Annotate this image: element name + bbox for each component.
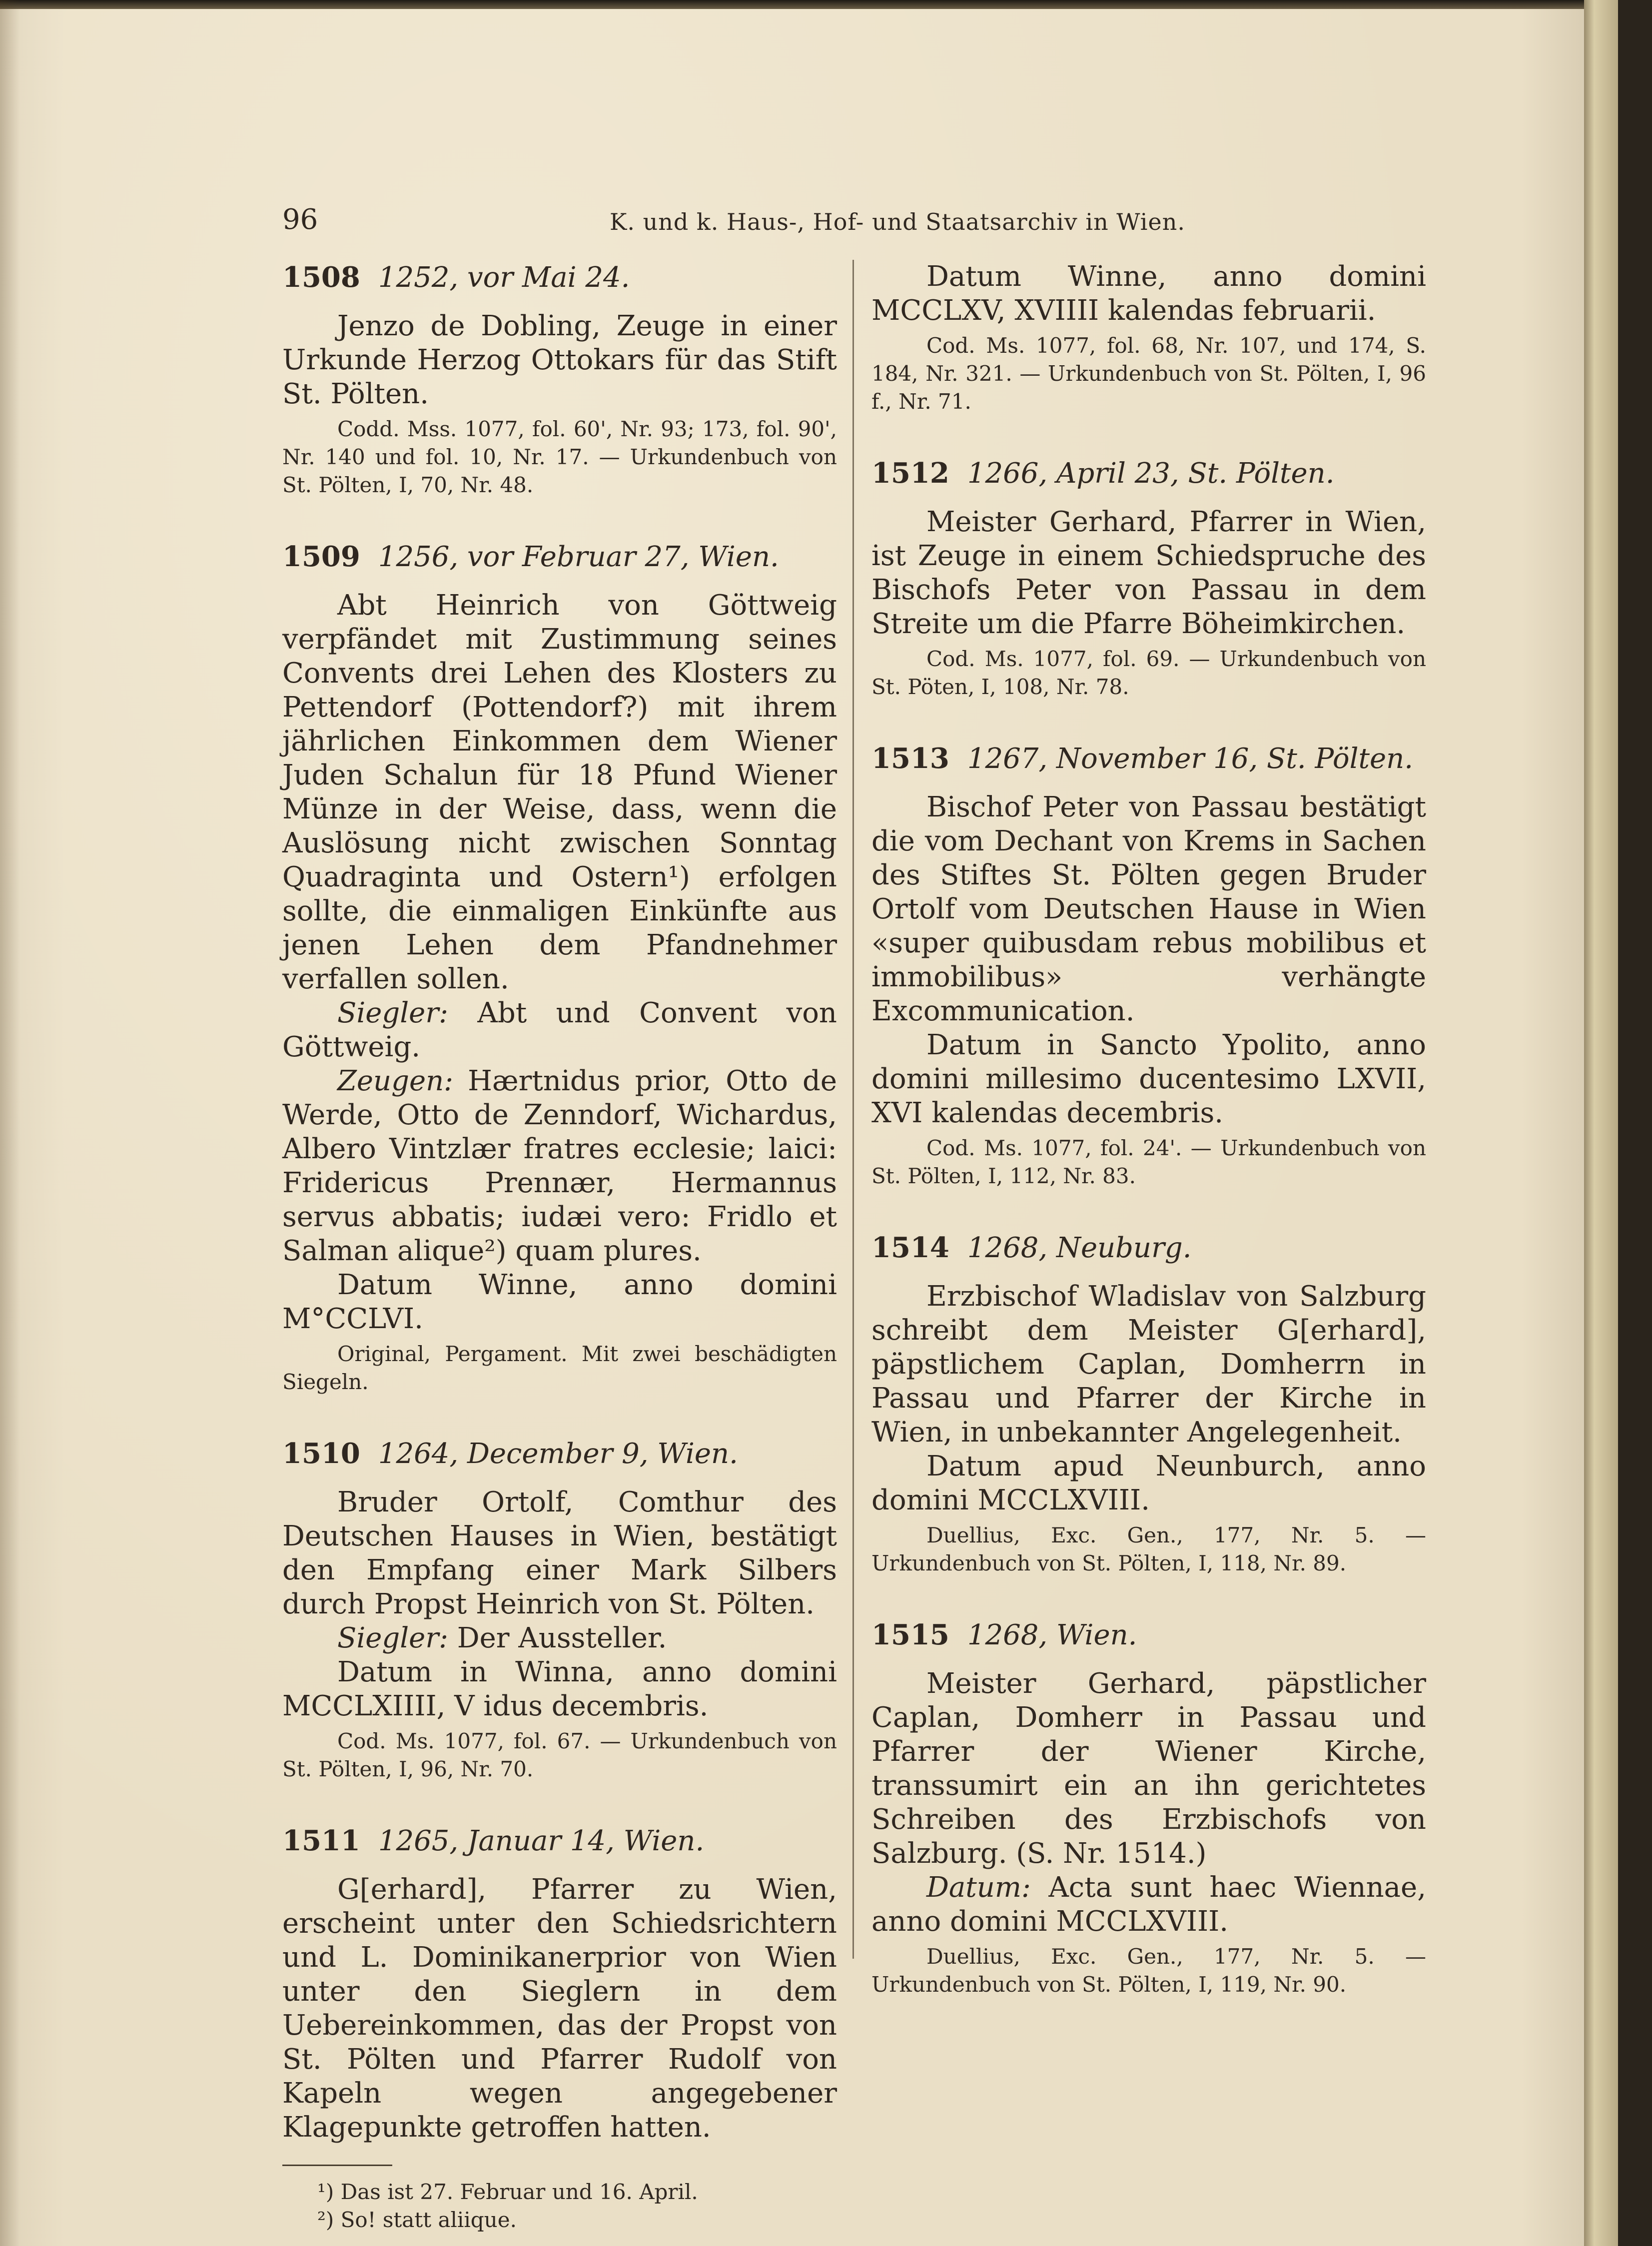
entry-heading (282, 1823, 837, 1859)
entry-text: G[erhard], Pfarrer zu Wien, erscheint unter den Schiedsrichtern und L. Dominikanerprior von Wien unter den Sieglern in dem Uebereinkommen, das der Propst von St. Pölten und Pfarrer Rudolf von Kapeln wegen angegebener Klagepunkte getroffen hatten. (282, 1873, 837, 2144)
page-left-shade (0, 0, 20, 2246)
page-header (282, 203, 1185, 236)
entry-heading (871, 741, 1426, 776)
entry-siegler (282, 996, 837, 1064)
entry-reference: Cod. Ms. 1077, fol. 69. — Urkundenbuch von St. Pöten, I, 108, Nr. 78. (871, 647, 1426, 699)
running-head: K. und k. Haus-, Hof- und Staatsarchiv in Wien. (610, 208, 1185, 235)
entry-1508 (282, 260, 837, 499)
entry-datum: Datum Winne, anno domini MCCLXV, XVIIII kalendas februarii. (871, 260, 1426, 327)
entry-1515 (871, 1617, 1426, 1999)
entry-datum: Datum in Winna, anno domini MCCLXIIII, V idus decembris. (282, 1656, 837, 1722)
entry-heading (871, 456, 1426, 491)
entry-date: 1265, Januar 14, Wien. (378, 1825, 705, 1857)
entry-1513 (871, 741, 1426, 1190)
siegler-label: Siegler: (337, 1622, 448, 1654)
zeugen-label: Zeugen: (337, 1065, 454, 1097)
entry-date: 1267, November 16, St. Pölten. (967, 743, 1414, 775)
entry-reference: Duellius, Exc. Gen., 177, Nr. 5. — Urkundenbuch von St. Pölten, I, 118, Nr. 89. (871, 1523, 1426, 1575)
entry-date: 1266, April 23, St. Pölten. (967, 457, 1335, 490)
entry-number: 1512 (871, 457, 949, 490)
left-column (282, 260, 837, 2234)
page-number: 96 (282, 203, 318, 236)
entry-heading (282, 260, 837, 295)
entry-reference: Cod. Ms. 1077, fol. 68, Nr. 107, und 174, S. 184, Nr. 321. — Urkundenbuch von St. Pölten, I, 96 f., Nr. 71. (871, 333, 1426, 414)
entry-datum (871, 1871, 1426, 1939)
entry-zeugen (282, 1064, 837, 1268)
entry-number: 1508 (282, 261, 360, 294)
right-column (871, 260, 1426, 1999)
entry-1512 (871, 456, 1426, 701)
footnote-2: ²) So! statt aliique. (317, 2208, 517, 2232)
entry-1510 (282, 1436, 837, 1783)
entry-1509 (282, 539, 837, 1396)
footnote-rule (282, 2165, 392, 2166)
entry-text: Meister Gerhard, päpstlicher Caplan, Domherr in Passau und Pfarrer der Wiener Kirche, transsumirt ein an ihn gerichtetes Schreiben des Erzbischofs von Salzburg. (S. Nr. 1514.) (871, 1667, 1426, 1870)
entry-text: Abt Heinrich von Göttweig verpfändet mit Zustimmung seines Convents drei Lehen des Klosters zu Pettendorf (Pottendorf?) mit ihrem jährlichen Einkommen dem Wiener Juden Schalun für 18 Pfund Wiener Münze in der Weise, dass, wenn die Auslösung nicht zwischen Sonntag Quadraginta und Ostern¹) erfolgen sollte, die einmaligen Einkünfte aus jenen Lehen dem Pfandnehmer verfallen sollen. (282, 589, 837, 995)
entry-heading (871, 1617, 1426, 1653)
entry-1511 (282, 1823, 837, 2145)
siegler-value: Abt und Convent von Göttweig. (282, 997, 837, 1063)
entry-datum: Datum Winne, anno domini M°CCLVI. (282, 1269, 837, 1335)
entry-text: Meister Gerhard, Pfarrer in Wien, ist Zeuge in einem Schiedspruche des Bischofs Peter von Passau in dem Streite um die Pfarre Böheimkirchen. (871, 506, 1426, 640)
entry-number: 1513 (871, 742, 949, 775)
entry-number: 1511 (282, 1824, 360, 1857)
entry-1514 (871, 1230, 1426, 1577)
siegler-label: Siegler: (337, 997, 448, 1029)
entry-text: Bruder Ortolf, Comthur des Deutschen Hauses in Wien, bestätigt den Empfang einer Mark Silbers durch Propst Heinrich von St. Pölten. (282, 1486, 837, 1620)
entry-text: Jenzo de Dobling, Zeuge in einer Urkunde Herzog Ottokars für das Stift St. Pölten. (282, 310, 837, 410)
entry-date: 1268, Neuburg. (967, 1232, 1192, 1264)
page-right-edge (1584, 0, 1618, 2246)
entry-date: 1264, December 9, Wien. (378, 1438, 738, 1470)
entry-text: Erzbischof Wladislav von Salzburg schreibt dem Meister G[erhard], päpstlichem Caplan, Domherrn in Passau und Pfarrer der Kirche in Wien, in unbekannter Angelegenheit. (871, 1280, 1426, 1449)
entry-number: 1514 (871, 1231, 949, 1264)
entry-reference: Original, Pergament. Mit zwei beschädigten Siegeln. (282, 1342, 837, 1394)
entry-number: 1515 (871, 1618, 949, 1651)
footnote-1: ¹) Das ist 27. Februar und 16. April. (317, 2180, 698, 2204)
entry-text: Bischof Peter von Passau bestätigt die vom Dechant von Krems in Sachen des Stiftes St. Pölten gegen Bruder Ortolf vom Deutschen Hause in Wien «super quibusdam rebus mobilibus et immobilibus» verhängte Excommunication. (871, 791, 1426, 1027)
datum-label: Datum: (926, 1871, 1031, 1904)
siegler-value: Der Aussteller. (457, 1622, 667, 1654)
column-divider (852, 260, 854, 1959)
datum-value: Acta sunt haec Wiennae, anno domini MCCLXVIII. (871, 1871, 1426, 1938)
entry-date: 1268, Wien. (967, 1619, 1137, 1651)
entry-date: 1256, vor Februar 27, Wien. (378, 541, 779, 573)
entry-datum: Datum in Sancto Ypolito, anno domini millesimo ducentesimo LXVII, XVI kalendas decembris. (871, 1029, 1426, 1129)
entry-datum: Datum apud Neunburch, anno domini MCCLXVIII. (871, 1450, 1426, 1516)
entry-reference: Cod. Ms. 1077, fol. 67. — Urkundenbuch von St. Pölten, I, 96, Nr. 70. (282, 1729, 837, 1781)
entry-reference: Cod. Ms. 1077, fol. 24'. — Urkundenbuch von St. Pölten, I, 112, Nr. 83. (871, 1136, 1426, 1188)
entry-siegler (282, 1621, 837, 1655)
entry-reference: Duellius, Exc. Gen., 177, Nr. 5. — Urkundenbuch von St. Pölten, I, 119, Nr. 90. (871, 1944, 1426, 1997)
entry-1511-continuation (871, 260, 1426, 416)
zeugen-value: Hærtnidus prior, Otto de Werde, Otto de Zenndorf, Wichardus, Albero Vintzlær fratres ecclesie; laici: Fridericus Prennær, Hermannus servus abbatis; iudæi vero: Fridlo et Salman alique²) quam plures. (282, 1065, 837, 1267)
entry-heading (282, 1436, 837, 1472)
entry-heading (871, 1230, 1426, 1266)
page-top-edge (0, 0, 1618, 9)
entry-number: 1510 (282, 1437, 360, 1470)
entry-reference: Codd. Mss. 1077, fol. 60', Nr. 93; 173, fol. 90', Nr. 140 und fol. 10, Nr. 17. — Urkundenbuch von St. Pölten, I, 70, Nr. 48. (282, 417, 837, 497)
entry-date: 1252, vor Mai 24. (378, 261, 630, 294)
entry-heading (282, 539, 837, 575)
entry-number: 1509 (282, 540, 360, 573)
